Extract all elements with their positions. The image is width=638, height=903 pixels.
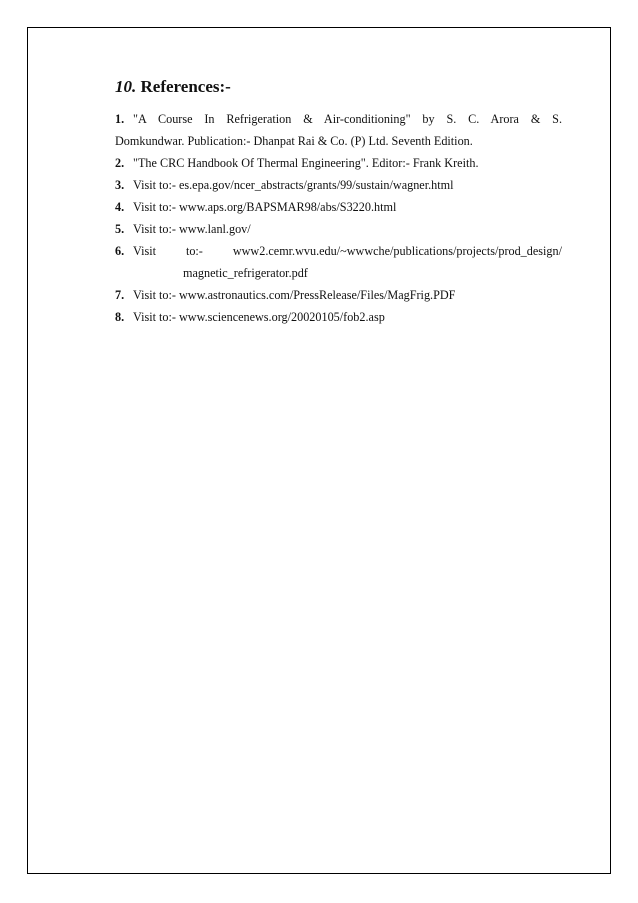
- reference-item: [115, 152, 562, 174]
- reference-visit-word: Visit: [133, 244, 156, 258]
- reference-link[interactable]: Visit to:- es.epa.gov/ncer_abstracts/grants/99/sustain/wagner.html: [133, 178, 454, 192]
- reference-index: 4.: [115, 200, 125, 214]
- reference-text: "The CRC Handbook Of Thermal Engineering". Editor:- Frank Kreith.: [133, 156, 479, 170]
- reference-item: [115, 196, 562, 218]
- reference-item: [115, 108, 562, 152]
- reference-link[interactable]: www2.cemr.wvu.edu/~wwwche/publications/projects/prod_design/: [232, 244, 562, 258]
- reference-item: [115, 218, 562, 240]
- reference-index: 2.: [115, 156, 125, 170]
- reference-line: [115, 240, 562, 262]
- reference-to-word: to:-: [185, 244, 203, 258]
- reference-text: "A Course In Refrigeration & Air-conditioning" by S. C. Arora & S.: [133, 112, 562, 126]
- reference-item: [115, 284, 562, 306]
- reference-link[interactable]: Visit to:- www.sciencenews.org/20020105/fob2.asp: [133, 310, 385, 324]
- reference-item: [115, 306, 562, 328]
- reference-link[interactable]: Visit to:- www.aps.org/BAPSMAR98/abs/S3220.html: [133, 200, 397, 214]
- reference-index: 7.: [115, 288, 125, 302]
- reference-link[interactable]: Visit to:- www.astronautics.com/PressRelease/Files/MagFrig.PDF: [133, 288, 456, 302]
- reference-item: [115, 174, 562, 196]
- section-heading: [115, 76, 562, 98]
- reference-index: 1.: [115, 112, 125, 126]
- reference-list: [115, 108, 562, 328]
- reference-text-continued: Domkundwar. Publication:- Dhanpat Rai & Co. (P) Ltd. Seventh Edition.: [115, 134, 473, 148]
- section-number: 10.: [115, 77, 137, 96]
- section-title: References:-: [140, 77, 231, 96]
- reference-index: 3.: [115, 178, 125, 192]
- reference-item: [115, 240, 562, 284]
- reference-link[interactable]: Visit to:- www.lanl.gov/: [133, 222, 251, 236]
- reference-index: 6.: [115, 244, 125, 258]
- reference-index: 8.: [115, 310, 125, 324]
- document-content: [115, 76, 562, 328]
- reference-line: [115, 108, 562, 130]
- reference-link-continued[interactable]: magnetic_refrigerator.pdf: [183, 266, 308, 280]
- reference-index: 5.: [115, 222, 125, 236]
